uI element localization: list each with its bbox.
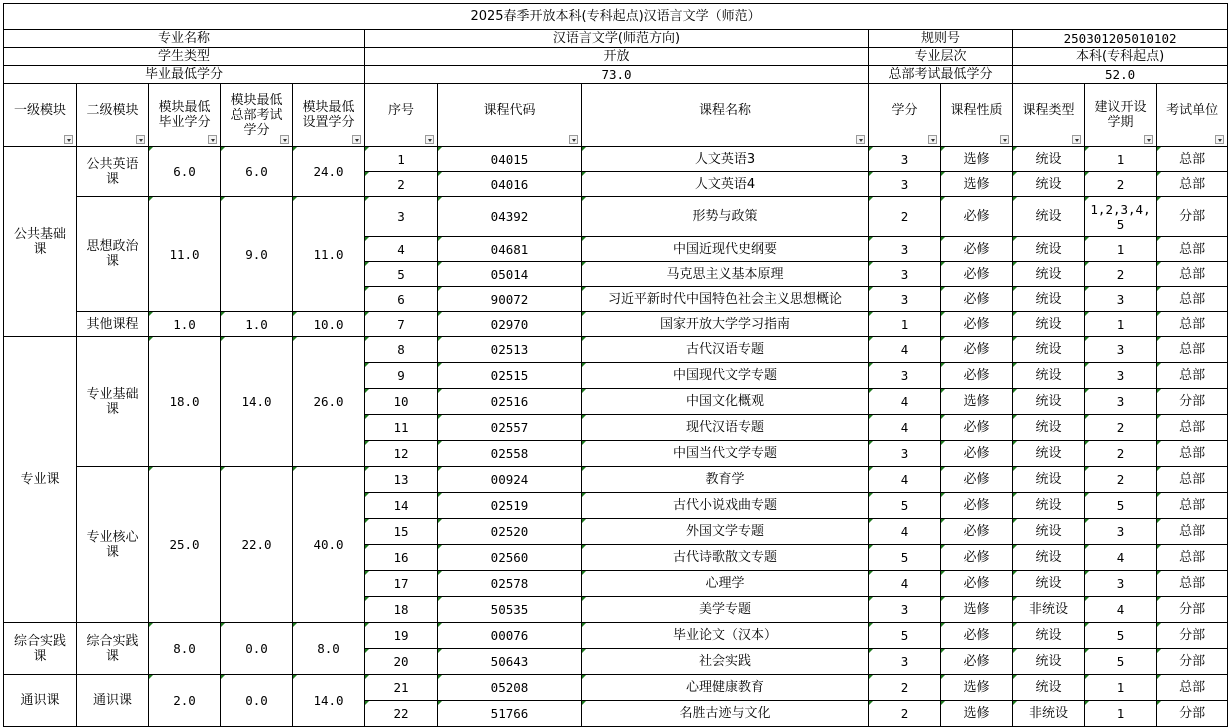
rule-label: 规则号 bbox=[869, 30, 1013, 48]
header-mod-set: 模块最低设置学分 bbox=[293, 84, 365, 147]
filter-dropdown-icon[interactable] bbox=[569, 135, 578, 144]
nature-cell: 必修 bbox=[941, 197, 1013, 237]
nature-cell: 选修 bbox=[941, 597, 1013, 623]
term-cell: 5 bbox=[1085, 649, 1157, 675]
header-mod-min: 模块最低毕业学分 bbox=[149, 84, 221, 147]
course-code-cell: 02558 bbox=[438, 441, 582, 467]
filter-dropdown-icon[interactable] bbox=[208, 135, 217, 144]
credit-cell: 5 bbox=[869, 545, 941, 571]
header-term: 建议开设学期 bbox=[1085, 84, 1157, 147]
credit-cell: 1 bbox=[869, 312, 941, 337]
nature-cell: 必修 bbox=[941, 441, 1013, 467]
term-cell: 3 bbox=[1085, 363, 1157, 389]
course-name-cell: 毕业论文（汉本） bbox=[582, 623, 869, 649]
course-name-cell: 中国现代文学专题 bbox=[582, 363, 869, 389]
credit-cell: 4 bbox=[869, 389, 941, 415]
course-code-cell: 05014 bbox=[438, 262, 582, 287]
type-cell: 统设 bbox=[1013, 172, 1085, 197]
filter-dropdown-icon[interactable] bbox=[1144, 135, 1153, 144]
type-cell: 统设 bbox=[1013, 337, 1085, 363]
course-name-cell: 古代汉语专题 bbox=[582, 337, 869, 363]
nature-cell: 必修 bbox=[941, 519, 1013, 545]
seq-cell: 6 bbox=[365, 287, 438, 312]
course-name-cell: 人文英语4 bbox=[582, 172, 869, 197]
header-mod-exam: 模块最低总部考试学分 bbox=[221, 84, 293, 147]
course-code-cell: 02520 bbox=[438, 519, 582, 545]
course-code-cell: 00076 bbox=[438, 623, 582, 649]
module-exam-credit: 0.0 bbox=[221, 623, 293, 675]
filter-dropdown-icon[interactable] bbox=[1000, 135, 1009, 144]
filter-dropdown-icon[interactable] bbox=[352, 135, 361, 144]
course-code-cell: 02560 bbox=[438, 545, 582, 571]
type-cell: 统设 bbox=[1013, 389, 1085, 415]
term-cell: 2 bbox=[1085, 441, 1157, 467]
unit-cell: 总部 bbox=[1157, 262, 1228, 287]
course-name-cell: 社会实践 bbox=[582, 649, 869, 675]
course-name-cell: 形势与政策 bbox=[582, 197, 869, 237]
term-cell: 1 bbox=[1085, 237, 1157, 262]
module-exam-credit: 6.0 bbox=[221, 147, 293, 197]
course-code-cell: 04016 bbox=[438, 172, 582, 197]
credit-cell: 3 bbox=[869, 237, 941, 262]
header-credit: 学分 bbox=[869, 84, 941, 147]
course-code-cell: 51766 bbox=[438, 701, 582, 727]
course-code-cell: 04681 bbox=[438, 237, 582, 262]
header-code: 课程代码 bbox=[438, 84, 582, 147]
level-label: 专业层次 bbox=[869, 48, 1013, 66]
term-cell: 1 bbox=[1085, 147, 1157, 172]
nature-cell: 必修 bbox=[941, 287, 1013, 312]
credit-cell: 3 bbox=[869, 363, 941, 389]
course-code-cell: 50643 bbox=[438, 649, 582, 675]
filter-dropdown-icon[interactable] bbox=[928, 135, 937, 144]
module-min-credit: 11.0 bbox=[149, 197, 221, 312]
unit-cell: 分部 bbox=[1157, 701, 1228, 727]
nature-cell: 必修 bbox=[941, 571, 1013, 597]
module-l1-cell: 公共基础课 bbox=[4, 147, 77, 337]
header-l1: 一级模块 bbox=[4, 84, 77, 147]
term-cell: 2 bbox=[1085, 415, 1157, 441]
header-l2: 二级模块 bbox=[77, 84, 149, 147]
table-row bbox=[4, 675, 1228, 701]
course-name-cell: 中国近现代史纲要 bbox=[582, 237, 869, 262]
course-name-cell: 心理学 bbox=[582, 571, 869, 597]
credit-cell: 4 bbox=[869, 415, 941, 441]
course-name-cell: 古代诗歌散文专题 bbox=[582, 545, 869, 571]
type-cell: 统设 bbox=[1013, 649, 1085, 675]
module-l2-cell: 专业核心课 bbox=[77, 467, 149, 623]
seq-cell: 15 bbox=[365, 519, 438, 545]
course-name-cell: 马克思主义基本原理 bbox=[582, 262, 869, 287]
module-exam-credit: 22.0 bbox=[221, 467, 293, 623]
nature-cell: 必修 bbox=[941, 237, 1013, 262]
seq-cell: 4 bbox=[365, 237, 438, 262]
term-cell: 5 bbox=[1085, 493, 1157, 519]
rule-value: 250301205010102 bbox=[1013, 30, 1228, 48]
term-cell: 1,2,3,4,5 bbox=[1085, 197, 1157, 237]
sheet-title: 2025春季开放本科(专科起点)汉语言文学（师范） bbox=[4, 4, 1228, 30]
unit-cell: 总部 bbox=[1157, 675, 1228, 701]
seq-cell: 8 bbox=[365, 337, 438, 363]
seq-cell: 19 bbox=[365, 623, 438, 649]
nature-cell: 必修 bbox=[941, 623, 1013, 649]
table-row bbox=[4, 467, 1228, 493]
nature-cell: 必修 bbox=[941, 363, 1013, 389]
module-set-credit: 11.0 bbox=[293, 197, 365, 312]
seq-cell: 20 bbox=[365, 649, 438, 675]
nature-cell: 必修 bbox=[941, 649, 1013, 675]
nature-cell: 选修 bbox=[941, 172, 1013, 197]
course-name-cell: 习近平新时代中国特色社会主义思想概论 bbox=[582, 287, 869, 312]
unit-cell: 分部 bbox=[1157, 649, 1228, 675]
min-credit-label: 毕业最低学分 bbox=[4, 66, 365, 84]
filter-dropdown-icon[interactable] bbox=[64, 135, 73, 144]
course-code-cell: 02557 bbox=[438, 415, 582, 441]
type-cell: 统设 bbox=[1013, 312, 1085, 337]
course-code-cell: 50535 bbox=[438, 597, 582, 623]
course-name-cell: 古代小说戏曲专题 bbox=[582, 493, 869, 519]
seq-cell: 10 bbox=[365, 389, 438, 415]
type-cell: 非统设 bbox=[1013, 701, 1085, 727]
module-l1-cell: 专业课 bbox=[4, 337, 77, 623]
seq-cell: 5 bbox=[365, 262, 438, 287]
term-cell: 5 bbox=[1085, 623, 1157, 649]
type-cell: 统设 bbox=[1013, 197, 1085, 237]
module-exam-credit: 0.0 bbox=[221, 675, 293, 727]
type-cell: 统设 bbox=[1013, 363, 1085, 389]
filter-dropdown-icon[interactable] bbox=[425, 135, 434, 144]
credit-cell: 3 bbox=[869, 287, 941, 312]
seq-cell: 22 bbox=[365, 701, 438, 727]
course-name-cell: 美学专题 bbox=[582, 597, 869, 623]
module-set-credit: 10.0 bbox=[293, 312, 365, 337]
exam-credit-label: 总部考试最低学分 bbox=[869, 66, 1013, 84]
module-exam-credit: 1.0 bbox=[221, 312, 293, 337]
nature-cell: 选修 bbox=[941, 389, 1013, 415]
header-row bbox=[4, 84, 1228, 147]
credit-cell: 4 bbox=[869, 467, 941, 493]
module-l2-cell: 专业基础课 bbox=[77, 337, 149, 467]
filter-dropdown-icon[interactable] bbox=[136, 135, 145, 144]
term-cell: 2 bbox=[1085, 262, 1157, 287]
course-name-cell: 名胜古迹与文化 bbox=[582, 701, 869, 727]
unit-cell: 分部 bbox=[1157, 597, 1228, 623]
course-code-cell: 02519 bbox=[438, 493, 582, 519]
course-name-cell: 教育学 bbox=[582, 467, 869, 493]
credit-cell: 4 bbox=[869, 337, 941, 363]
student-type-value: 开放 bbox=[365, 48, 869, 66]
unit-cell: 总部 bbox=[1157, 493, 1228, 519]
unit-cell: 分部 bbox=[1157, 197, 1228, 237]
course-code-cell: 04392 bbox=[438, 197, 582, 237]
unit-cell: 总部 bbox=[1157, 337, 1228, 363]
term-cell: 3 bbox=[1085, 519, 1157, 545]
seq-cell: 16 bbox=[365, 545, 438, 571]
module-l1-cell: 通识课 bbox=[4, 675, 77, 727]
module-set-credit: 14.0 bbox=[293, 675, 365, 727]
table-row bbox=[4, 147, 1228, 172]
filter-dropdown-icon[interactable] bbox=[856, 135, 865, 144]
type-cell: 统设 bbox=[1013, 262, 1085, 287]
major-label: 专业名称 bbox=[4, 30, 365, 48]
type-cell: 统设 bbox=[1013, 415, 1085, 441]
unit-cell: 总部 bbox=[1157, 441, 1228, 467]
course-name-cell: 国家开放大学学习指南 bbox=[582, 312, 869, 337]
unit-cell: 总部 bbox=[1157, 519, 1228, 545]
module-l2-cell: 思想政治课 bbox=[77, 197, 149, 312]
seq-cell: 12 bbox=[365, 441, 438, 467]
course-code-cell: 00924 bbox=[438, 467, 582, 493]
exam-credit-value: 52.0 bbox=[1013, 66, 1228, 84]
unit-cell: 总部 bbox=[1157, 415, 1228, 441]
credit-cell: 2 bbox=[869, 197, 941, 237]
type-cell: 统设 bbox=[1013, 493, 1085, 519]
module-min-credit: 8.0 bbox=[149, 623, 221, 675]
unit-cell: 总部 bbox=[1157, 237, 1228, 262]
credit-cell: 3 bbox=[869, 262, 941, 287]
header-name: 课程名称 bbox=[582, 84, 869, 147]
type-cell: 非统设 bbox=[1013, 597, 1085, 623]
type-cell: 统设 bbox=[1013, 545, 1085, 571]
header-type: 课程类型 bbox=[1013, 84, 1085, 147]
table-row bbox=[4, 337, 1228, 363]
credit-cell: 2 bbox=[869, 701, 941, 727]
course-code-cell: 90072 bbox=[438, 287, 582, 312]
term-cell: 1 bbox=[1085, 701, 1157, 727]
filter-dropdown-icon[interactable] bbox=[1215, 135, 1224, 144]
type-cell: 统设 bbox=[1013, 623, 1085, 649]
course-code-cell: 02513 bbox=[438, 337, 582, 363]
module-exam-credit: 9.0 bbox=[221, 197, 293, 312]
term-cell: 3 bbox=[1085, 389, 1157, 415]
term-cell: 4 bbox=[1085, 545, 1157, 571]
course-name-cell: 外国文学专题 bbox=[582, 519, 869, 545]
nature-cell: 选修 bbox=[941, 147, 1013, 172]
header-seq: 序号 bbox=[365, 84, 438, 147]
type-cell: 统设 bbox=[1013, 287, 1085, 312]
header-unit: 考试单位 bbox=[1157, 84, 1228, 147]
unit-cell: 总部 bbox=[1157, 363, 1228, 389]
unit-cell: 分部 bbox=[1157, 623, 1228, 649]
nature-cell: 选修 bbox=[941, 675, 1013, 701]
nature-cell: 必修 bbox=[941, 262, 1013, 287]
nature-cell: 必修 bbox=[941, 467, 1013, 493]
course-name-cell: 中国当代文学专题 bbox=[582, 441, 869, 467]
course-code-cell: 04015 bbox=[438, 147, 582, 172]
course-name-cell: 人文英语3 bbox=[582, 147, 869, 172]
credit-cell: 3 bbox=[869, 441, 941, 467]
seq-cell: 17 bbox=[365, 571, 438, 597]
term-cell: 3 bbox=[1085, 287, 1157, 312]
type-cell: 统设 bbox=[1013, 519, 1085, 545]
module-min-credit: 1.0 bbox=[149, 312, 221, 337]
filter-dropdown-icon[interactable] bbox=[1072, 135, 1081, 144]
seq-cell: 11 bbox=[365, 415, 438, 441]
nature-cell: 选修 bbox=[941, 701, 1013, 727]
table-row bbox=[4, 623, 1228, 649]
course-code-cell: 02516 bbox=[438, 389, 582, 415]
min-credit-value: 73.0 bbox=[365, 66, 869, 84]
seq-cell: 3 bbox=[365, 197, 438, 237]
course-code-cell: 02578 bbox=[438, 571, 582, 597]
major-value: 汉语言文学(师范方向) bbox=[365, 30, 869, 48]
type-cell: 统设 bbox=[1013, 571, 1085, 597]
seq-cell: 1 bbox=[365, 147, 438, 172]
unit-cell: 总部 bbox=[1157, 545, 1228, 571]
type-cell: 统设 bbox=[1013, 467, 1085, 493]
module-set-credit: 40.0 bbox=[293, 467, 365, 623]
module-l2-cell: 综合实践课 bbox=[77, 623, 149, 675]
type-cell: 统设 bbox=[1013, 147, 1085, 172]
module-min-credit: 25.0 bbox=[149, 467, 221, 623]
module-set-credit: 24.0 bbox=[293, 147, 365, 197]
module-l2-cell: 公共英语课 bbox=[77, 147, 149, 197]
credit-cell: 3 bbox=[869, 147, 941, 172]
filter-dropdown-icon[interactable] bbox=[280, 135, 289, 144]
course-name-cell: 现代汉语专题 bbox=[582, 415, 869, 441]
credit-cell: 3 bbox=[869, 172, 941, 197]
term-cell: 2 bbox=[1085, 467, 1157, 493]
credit-cell: 2 bbox=[869, 675, 941, 701]
type-cell: 统设 bbox=[1013, 675, 1085, 701]
credit-cell: 3 bbox=[869, 649, 941, 675]
seq-cell: 2 bbox=[365, 172, 438, 197]
unit-cell: 总部 bbox=[1157, 571, 1228, 597]
unit-cell: 分部 bbox=[1157, 389, 1228, 415]
course-code-cell: 02970 bbox=[438, 312, 582, 337]
module-min-credit: 6.0 bbox=[149, 147, 221, 197]
course-name-cell: 心理健康教育 bbox=[582, 675, 869, 701]
module-exam-credit: 14.0 bbox=[221, 337, 293, 467]
term-cell: 1 bbox=[1085, 312, 1157, 337]
student-type-label: 学生类型 bbox=[4, 48, 365, 66]
credit-cell: 4 bbox=[869, 519, 941, 545]
seq-cell: 13 bbox=[365, 467, 438, 493]
unit-cell: 总部 bbox=[1157, 467, 1228, 493]
unit-cell: 总部 bbox=[1157, 287, 1228, 312]
seq-cell: 7 bbox=[365, 312, 438, 337]
unit-cell: 总部 bbox=[1157, 312, 1228, 337]
credit-cell: 3 bbox=[869, 597, 941, 623]
table-row bbox=[4, 312, 1228, 337]
module-l2-cell: 通识课 bbox=[77, 675, 149, 727]
nature-cell: 必修 bbox=[941, 312, 1013, 337]
term-cell: 2 bbox=[1085, 172, 1157, 197]
nature-cell: 必修 bbox=[941, 415, 1013, 441]
course-code-cell: 02515 bbox=[438, 363, 582, 389]
curriculum-sheet bbox=[3, 3, 1228, 727]
unit-cell: 总部 bbox=[1157, 172, 1228, 197]
course-code-cell: 05208 bbox=[438, 675, 582, 701]
term-cell: 3 bbox=[1085, 571, 1157, 597]
credit-cell: 5 bbox=[869, 623, 941, 649]
table-row bbox=[4, 197, 1228, 237]
type-cell: 统设 bbox=[1013, 441, 1085, 467]
module-l2-cell: 其他课程 bbox=[77, 312, 149, 337]
module-min-credit: 2.0 bbox=[149, 675, 221, 727]
header-nature: 课程性质 bbox=[941, 84, 1013, 147]
seq-cell: 18 bbox=[365, 597, 438, 623]
course-name-cell: 中国文化概观 bbox=[582, 389, 869, 415]
nature-cell: 必修 bbox=[941, 493, 1013, 519]
level-value: 本科(专科起点) bbox=[1013, 48, 1228, 66]
unit-cell: 总部 bbox=[1157, 147, 1228, 172]
seq-cell: 14 bbox=[365, 493, 438, 519]
seq-cell: 21 bbox=[365, 675, 438, 701]
type-cell: 统设 bbox=[1013, 237, 1085, 262]
module-set-credit: 8.0 bbox=[293, 623, 365, 675]
term-cell: 4 bbox=[1085, 597, 1157, 623]
credit-cell: 4 bbox=[869, 571, 941, 597]
module-set-credit: 26.0 bbox=[293, 337, 365, 467]
seq-cell: 9 bbox=[365, 363, 438, 389]
nature-cell: 必修 bbox=[941, 545, 1013, 571]
term-cell: 1 bbox=[1085, 675, 1157, 701]
nature-cell: 必修 bbox=[941, 337, 1013, 363]
term-cell: 3 bbox=[1085, 337, 1157, 363]
module-l1-cell: 综合实践课 bbox=[4, 623, 77, 675]
credit-cell: 5 bbox=[869, 493, 941, 519]
module-min-credit: 18.0 bbox=[149, 337, 221, 467]
